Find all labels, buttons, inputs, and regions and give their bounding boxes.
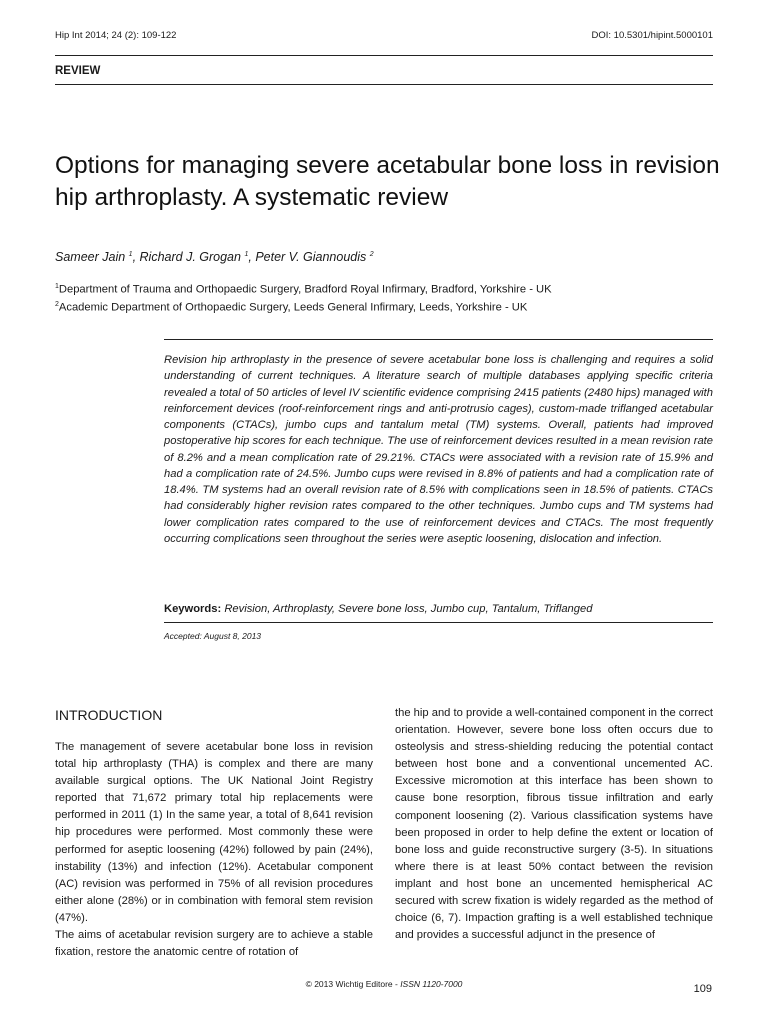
- body-paragraph: The aims of acetabular revision surgery are to achieve a stable fixation, restore the anatomic centre of rotation of: [55, 929, 373, 959]
- body-column-right: [395, 705, 713, 944]
- author-affil-marker: 1: [244, 250, 249, 258]
- author-name: Peter V. Giannoudis: [255, 250, 367, 264]
- accepted-date: Accepted: August 8, 2013: [164, 631, 262, 641]
- affiliation-marker: 1: [55, 283, 59, 290]
- keywords: [164, 603, 592, 615]
- affiliation: [55, 301, 527, 314]
- keywords-label: Keywords:: [164, 603, 222, 615]
- abstract: Revision hip arthroplasty in the presence of severe acetabular bone loss is challenging and requires a solid understanding of current techniques. A literature search of multiple databases applying specific criteria revealed a total of 50 articles of level IV scientific evidence comprising 2415 patients (2480 hips) managed with reinforcement devices (roof-reinforcement rings and anti-protrusio cages), custom-made triflanged acetabular components (CTACs), jumbo cups and tantalum metal (TM) systems. Overall, patients had improved postoperative hip scores for each technique. The use of reinforcement devices resulted in a mean revision rate of 8.2% and a mean complication rate of 29.21%. CTACs were associated with a revision rate of 15.9% and had a complication rate of 24.5%. Jumbo cups were revised in 8.8% of patients and had a complication rate of 18.4%. TM systems had an overall revision rate of 8.5% with complications seen in 18.5% of patients. CTACs had considerably higher revision rates compared to the other techniques. Jumbo cups and TM systems had lower complication rates compared to the use of reinforcement devices and CTACs. The most frequently occurring complications seen throughout the series were aseptic loosening, dislocation and infection.: [164, 354, 713, 545]
- body-paragraph: the hip and to provide a well-contained component in the correct orientation. However, severe bone loss often occurs due to osteolysis and stress-shielding reducing the potential contact between host bone and a conventional uncemented AC. Excessive micromotion at this interface has been shown to cause bone resorption, fibrous tissue infiltration and early component loosening (2). Various classification systems have been proposed in order to help define the extent or location of bone loss and guide reconstructive surgery (3-5). In situations where there is at least 50% contact between the revision implant and host bone an uncemented hemispherical AC secured with screw fixation is widely regarded as the method of choice (6, 7). Impaction grafting is a well established technique and provides a successful adjunct in the presence of: [395, 707, 713, 942]
- header-rule-bottom: [55, 84, 713, 85]
- page-number: 109: [693, 983, 712, 995]
- footer-copyright: [0, 979, 768, 989]
- journal-citation: Hip Int 2014; 24 (2): 109-122: [55, 30, 177, 41]
- section-label: REVIEW: [55, 65, 101, 77]
- keywords-rule: [164, 622, 713, 623]
- author-name: Sameer Jain: [55, 250, 126, 264]
- body-paragraph: The management of severe acetabular bone loss in revision total hip arthroplasty (THA) is complex and there are many available surgical options. The UK National Joint Registry reported that 71,672 primary total hip replacements were performed in 2011 (1) In the same year, a total of 8,641 revision hip procedures were performed. Most commonly these were performed for aseptic loosening (42%) followed by pain (24%), instability (13%) and infection (12%). Acetabular component (AC) revision was performed in 75% of all revision procedures either alone (28%) or in combination with femoral stem revision (47%).: [55, 741, 373, 924]
- affiliation: [55, 283, 552, 296]
- keywords-text: Revision, Arthroplasty, Severe bone loss, Jumbo cup, Tantalum, Triflanged: [224, 603, 593, 615]
- issn: ISSN 1120-7000: [400, 979, 463, 989]
- author-list: Sameer Jain $^1$, Richard J. Grogan $^1$, Peter V. Giannoudis $^2$: [55, 250, 374, 264]
- affiliation-marker: 2: [55, 301, 59, 308]
- section-heading-introduction: INTRODUCTION: [55, 707, 163, 723]
- affiliation-text: Academic Department of Orthopaedic Surgery, Leeds General Infirmary, Leeds, Yorkshire - UK: [58, 301, 528, 314]
- affiliation-text: Department of Trauma and Orthopaedic Surgery, Bradford Royal Infirmary, Bradford, Yorkshire - UK: [58, 283, 552, 296]
- author-name: Richard J. Grogan: [139, 250, 241, 264]
- header-rule-top: [55, 55, 713, 56]
- article-title: Options for managing severe acetabular bone loss in revision hip arthroplasty. A systematic review: [55, 152, 720, 211]
- abstract-rule-top: [164, 339, 713, 340]
- author-affil-marker: 2: [369, 250, 374, 258]
- author-affil-marker: 1: [128, 250, 133, 258]
- copyright-text: © 2013 Wichtig Editore -: [305, 979, 401, 989]
- body-column-left: [55, 739, 373, 961]
- doi: DOI: 10.5301/hipint.5000101: [591, 30, 713, 41]
